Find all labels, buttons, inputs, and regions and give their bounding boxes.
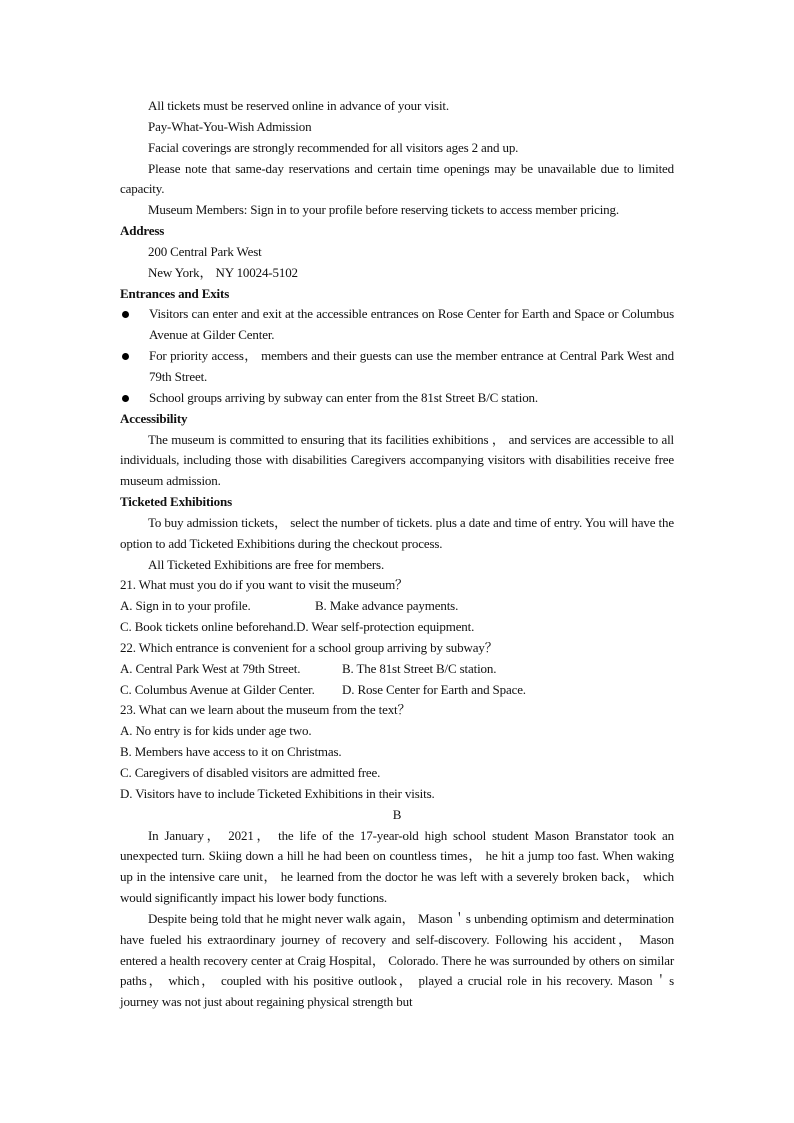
question-22: 22. Which entrance is convenient for a school group arriving by subway？ (120, 639, 498, 655)
bullet-icon (122, 395, 129, 402)
option-c: C. Book tickets online beforehand. (120, 619, 297, 635)
option-d: D. Rose Center for Earth and Space. (342, 681, 526, 697)
address-heading: Address (120, 223, 165, 239)
option-b: B. Make advance payments. (315, 598, 459, 614)
address-line-1: 200 Central Park West (148, 243, 262, 259)
section-b-label: B (392, 806, 402, 822)
intro-line: Please note that same-day reservations and certain time openings may be unavailable due to limited capacity. (120, 160, 674, 197)
intro-line: Facial coverings are strongly recommended for all visitors ages 2 and up. (148, 139, 519, 155)
intro-line: All tickets must be reserved online in advance of your visit. (148, 98, 449, 113)
address-line-2: New York， NY 10024-5102 (148, 264, 298, 280)
intro-line: Pay-What-You-Wish Admission (148, 118, 312, 134)
option-d: D. Wear self-protection equipment. (296, 619, 475, 635)
list-item: Visitors can enter and exit at the accessible entrances on Rose Center for Earth and Space or Columbus Avenue at Gilder Center. (120, 304, 674, 346)
document-page (120, 96, 674, 1013)
option-c: C. Columbus Avenue at Gilder Center. (120, 681, 315, 697)
ticketed-text: To buy admission tickets， select the number of tickets. plus a date and time of entry. You will have the option to add Ticketed Exhibitions during the checkout process. (120, 514, 674, 551)
entrances-list (120, 304, 674, 408)
ticketed-heading: Ticketed Exhibitions (120, 494, 232, 510)
list-item: For priority access， members and their guests can use the member entrance at Central Park West and 79th Street. (120, 346, 674, 388)
accessibility-heading: Accessibility (120, 410, 188, 426)
entrances-heading: Entrances and Exits (120, 285, 230, 301)
question-21: 21. What must you do if you want to visit the museum？ (120, 577, 408, 593)
options-row (120, 596, 674, 617)
option-b: B. Members have access to it on Christmas. (120, 744, 342, 760)
option-a: A. Sign in to your profile. (120, 598, 251, 614)
option-d: D. Visitors have to include Ticketed Exhibitions in their visits. (120, 785, 435, 801)
question-23: 23. What can we learn about the museum from the text？ (120, 702, 411, 718)
option-a: A. Central Park West at 79th Street. (120, 660, 301, 676)
option-c: C. Caregivers of disabled visitors are admitted free. (120, 765, 381, 780)
option-a: A. No entry is for kids under age two. (120, 723, 312, 739)
passage-b-paragraph: Despite being told that he might never walk again， Mason＇s unbending optimism and determination have fueled his extraordinary journey of recovery and self-discovery. Following his accident， Mason entered a health recovery center at Craig Hospital， Colorado. There he was surrounded by others on similar paths， which， coupled with his positive outlook， played a crucial role in his recovery. Mason＇s journey was not just about regaining physical strength but (120, 910, 674, 1010)
ticketed-text-members: All Ticketed Exhibitions are free for members. (148, 556, 385, 572)
list-item: School groups arriving by subway can enter from the 81st Street B/C station. (120, 388, 674, 409)
bullet-icon (122, 311, 129, 318)
options-row (120, 680, 674, 701)
intro-line: Museum Members: Sign in to your profile before reserving tickets to access member pricing. (148, 202, 619, 218)
option-b: B. The 81st Street B/C station. (342, 660, 497, 676)
options-row (120, 617, 674, 638)
accessibility-text: The museum is committed to ensuring that its facilities exhibitions ， and services are accessible to all individuals, including those with disabilities Caregivers accompanying visitors with disabilities receive free museum admission. (120, 431, 674, 489)
passage-b-paragraph: In January， 2021， the life of the 17-year-old high school student Mason Branstator took an unexpected turn. Skiing down a hill he had been on countless times， he hit a jump too fast. When waking up in the intensive care unit， he learned from the doctor he was left with a severely broken back， which would significantly impact his lower body functions. (120, 827, 674, 906)
options-row (120, 659, 674, 680)
bullet-icon (122, 353, 129, 360)
